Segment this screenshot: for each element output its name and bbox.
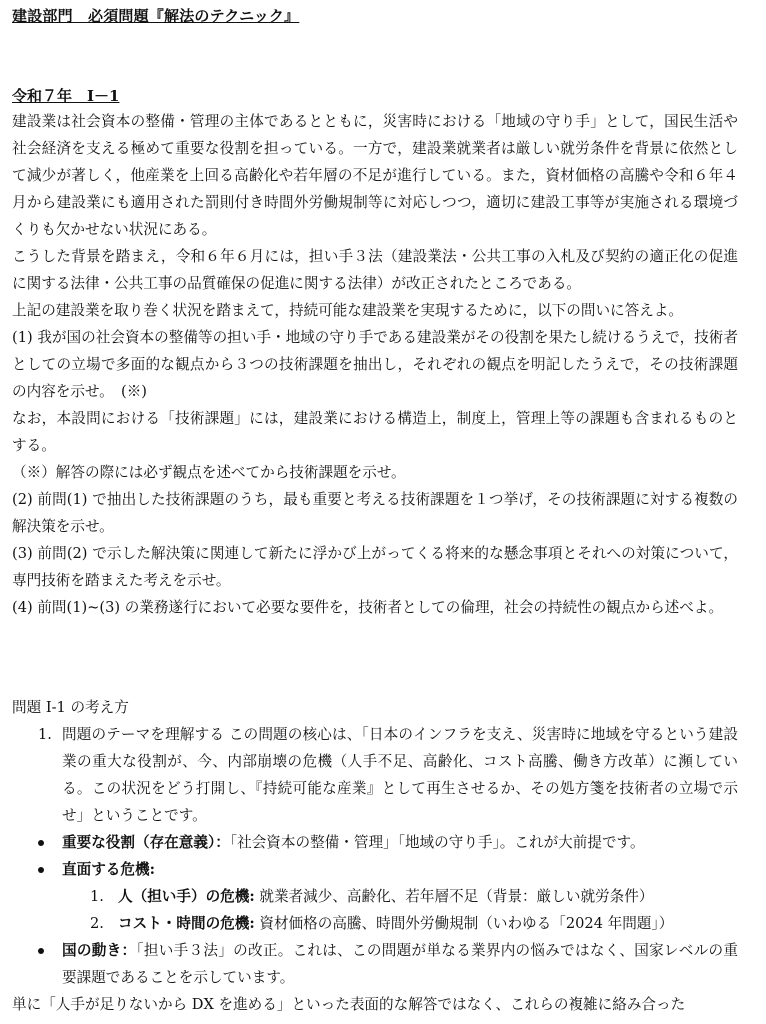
note-technical-issue: なお，本設問における「技術課題」には，建設業における構造上，制度上，管理上等の課題も含まれるものとする。	[12, 410, 738, 454]
bullet-government	[12, 937, 738, 991]
bullet-role-text: 「社会資本の整備・管理」「地域の守り手」。これが大前提です。	[229, 834, 645, 851]
document-title: 建設部門 必須問題『解法のテクニック』	[12, 7, 300, 25]
bullet-role	[12, 829, 738, 856]
approach-heading: 問題 Ⅰ-1 の考え方	[12, 699, 129, 716]
approach-body	[12, 721, 738, 1018]
paragraph-background: 建設業は社会資本の整備・管理の主体であるとともに，災害時における「地域の守り手」として，国民生活や社会経済を支える極めて重要な役割を担っている。一方で，建設業就業者は厳しい就労条件を背景に依然として減少が著しく，他産業を上回る高齢化や若年層の不足が進行している。また，資材価格の高騰や令和６年４月から建設業にも適用された罰則付き時間外労働規制等に対応しつつ，適切に建設工事等が実施される環境づくりも欠かせない状況にある。	[12, 113, 738, 238]
question-3: (3) 前問(2) で示した解決策に関連して新たに浮かび上がってくる将来的な懸念事項とそれへの対策について，専門技術を踏まえた考えを示せ。	[12, 545, 738, 589]
question-body	[12, 108, 738, 621]
crisis-item-people-label: 人（担い手）の危機:	[118, 888, 255, 905]
approach-item-1-text: 問題のテーマを理解する この問題の核心は、「日本のインフラを支え、災害時に地域を守るという建設業の重大な役割が、今、内部崩壊の危機（人手不足、高齢化、コスト高騰、働き方改革）に瀕している。この状況をどう打開し、『持続可能な産業』として再生させるか、その処方箋を技術者の立場で示せ」ということです。	[62, 726, 738, 824]
note-asterisk: （※）解答の際には必ず観点を述べてから技術課題を示せ。	[12, 464, 406, 481]
bullet-crisis	[12, 856, 738, 883]
bullet-icon	[38, 840, 44, 846]
bullet-crisis-label: 直面する危機:	[62, 861, 155, 878]
approach-item-1	[12, 721, 738, 829]
list-number: 2.	[90, 915, 104, 932]
bullet-role-label: 重要な役割（存在意義）：	[62, 834, 230, 851]
bullet-government-text: 「担い手３法」の改正。これは、この問題が単なる業界内の悩みではなく、国家レベルの重要課題であることを示しています。	[62, 942, 738, 986]
list-number: 1.	[38, 726, 52, 743]
crisis-item-people-text: 就業者減少、高齢化、若年層不足（背景：厳しい就労条件）	[254, 888, 654, 905]
question-1: (1) 我が国の社会資本の整備等の担い手・地域の守り手である建設業がその役割を果たし続けるうえで，技術者としての立場で多面的な観点から３つの技術課題を抽出し，それぞれの観点を明記したうえで，その技術課題の内容を示せ。 (※)	[12, 329, 738, 400]
crisis-item-cost-label: コスト・時間の危機:	[118, 915, 255, 932]
bullet-icon	[38, 867, 44, 873]
bullet-government-label: 国の動き：	[62, 942, 137, 959]
list-number: 1.	[90, 888, 104, 905]
closing-paragraph: 単に「人手が足りないから DX を進める」といった表面的な解答ではなく、これらの複雑に絡み合った	[12, 996, 686, 1013]
question-heading: 令和７年 Ⅰ－1	[12, 87, 120, 105]
crisis-item-cost	[12, 910, 738, 937]
question-2: (2) 前問(1) で抽出した技術課題のうち，最も重要と考える技術課題を１つ挙げ，その技術課題に対する複数の解決策を示せ。	[12, 491, 738, 535]
bullet-icon	[38, 948, 44, 954]
paragraph-laws: こうした背景を踏まえ，令和６年６月には，担い手３法（建設業法・公共工事の入札及び契約の適正化の促進に関する法律・公共工事の品質確保の促進に関する法律）が改正されたところである。	[12, 248, 738, 292]
crisis-item-cost-text: 資材価格の高騰、時間外労働規制（いわゆる「2024 年問題」）	[254, 915, 674, 932]
question-4: (4) 前問(1)~(3) の業務遂行において必要な要件を，技術者としての倫理，社会の持続性の観点から述べよ。	[12, 599, 724, 616]
crisis-item-people	[12, 883, 738, 910]
paragraph-instruction: 上記の建設業を取り巻く状況を踏まえて，持続可能な建設業を実現するために，以下の問いに答えよ。	[12, 302, 684, 319]
